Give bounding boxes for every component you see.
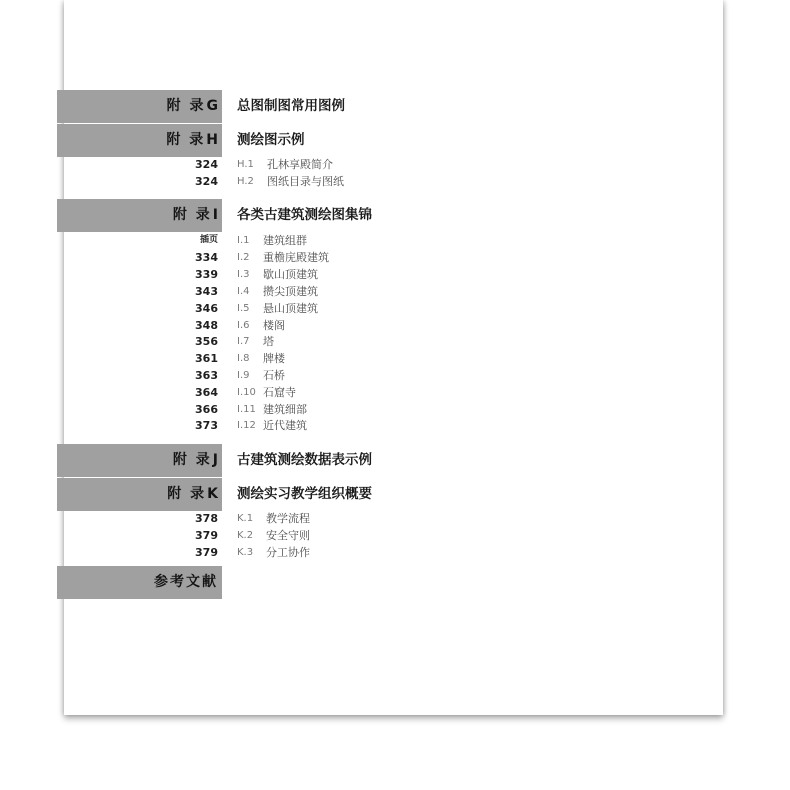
toc-entry[interactable] xyxy=(0,401,790,418)
appendix-k-title[interactable]: 测绘实习教学组织概要 xyxy=(237,486,372,502)
page-number: 366 xyxy=(195,403,218,416)
appendix-k-letter: K xyxy=(207,486,218,502)
appendix-i-letter: I xyxy=(212,207,218,223)
appendix-i-label xyxy=(173,199,218,232)
item-code: I.4 xyxy=(237,286,250,297)
toc-entry[interactable] xyxy=(0,266,790,283)
item-title: 楼阁 xyxy=(263,319,285,332)
appendix-g-label xyxy=(167,90,218,123)
item-code: I.7 xyxy=(237,336,250,347)
item-code: K.3 xyxy=(237,547,254,558)
item-title: 近代建筑 xyxy=(263,419,307,432)
appendix-h-prefix: 附 录 xyxy=(166,132,206,148)
item-title: 石桥 xyxy=(263,369,285,382)
item-code: I.5 xyxy=(237,303,250,314)
appendix-g-prefix: 附 录 xyxy=(166,98,206,114)
appendix-j-title[interactable]: 古建筑测绘数据表示例 xyxy=(237,452,372,468)
page-number: 插页 xyxy=(199,235,218,245)
item-title: 牌楼 xyxy=(263,352,285,365)
item-code: I.1 xyxy=(237,235,250,246)
appendix-h-label xyxy=(166,124,218,157)
page-number: 361 xyxy=(195,352,218,365)
appendix-i-prefix: 附 录 xyxy=(172,207,212,223)
appendix-k-band xyxy=(57,478,222,511)
appendix-h-letter: H xyxy=(206,132,218,148)
item-code: H.2 xyxy=(237,176,254,187)
page-number: 378 xyxy=(195,512,218,525)
item-title: 悬山顶建筑 xyxy=(263,302,318,315)
appendix-j-letter: J xyxy=(212,452,218,468)
page-number: 379 xyxy=(195,529,218,542)
toc-entry[interactable] xyxy=(0,283,790,300)
page-number: 343 xyxy=(195,285,218,298)
toc-entry[interactable] xyxy=(0,173,790,190)
page-number: 364 xyxy=(195,386,218,399)
item-title: 图纸目录与图纸 xyxy=(267,175,344,188)
item-title: 建筑细部 xyxy=(263,403,307,416)
toc-entry[interactable] xyxy=(0,249,790,266)
toc-entry[interactable] xyxy=(0,317,790,334)
appendix-h-band xyxy=(57,124,222,157)
item-code: I.11 xyxy=(237,404,256,415)
item-title: 攒尖顶建筑 xyxy=(263,285,318,298)
item-code: I.2 xyxy=(237,252,250,263)
item-title: 分工协作 xyxy=(266,546,310,559)
page-number: 356 xyxy=(195,335,218,348)
toc-entry[interactable] xyxy=(0,544,790,561)
item-code: K.1 xyxy=(237,513,254,524)
toc-entry[interactable] xyxy=(0,333,790,350)
item-title: 安全守则 xyxy=(266,529,310,542)
page-number: 379 xyxy=(195,546,218,559)
item-code: I.10 xyxy=(237,387,256,398)
item-code: K.2 xyxy=(237,530,254,541)
toc-entry[interactable] xyxy=(0,417,790,434)
page-number: 363 xyxy=(195,369,218,382)
page-number: 334 xyxy=(195,251,218,264)
appendix-g-letter: G xyxy=(206,98,218,114)
appendix-j-prefix: 附 录 xyxy=(172,452,212,468)
page-number: 339 xyxy=(195,268,218,281)
page-number: 373 xyxy=(195,419,218,432)
page-number: 348 xyxy=(195,319,218,332)
item-code: I.3 xyxy=(237,269,250,280)
item-code: H.1 xyxy=(237,159,254,170)
item-code: I.8 xyxy=(237,353,250,364)
appendix-g-title[interactable]: 总图制图常用图例 xyxy=(237,98,345,114)
item-title: 石窟寺 xyxy=(263,386,296,399)
toc-entry[interactable] xyxy=(0,367,790,384)
toc-entry[interactable] xyxy=(0,384,790,401)
toc-entry[interactable] xyxy=(0,527,790,544)
item-title: 教学流程 xyxy=(266,512,310,525)
references-band[interactable] xyxy=(57,566,222,599)
item-title: 孔林享殿简介 xyxy=(267,158,333,171)
toc-entry[interactable] xyxy=(0,232,790,249)
toc-entry[interactable] xyxy=(0,350,790,367)
item-code: I.6 xyxy=(237,320,250,331)
appendix-i-title[interactable]: 各类古建筑测绘图集锦 xyxy=(237,207,372,223)
toc-entry[interactable] xyxy=(0,510,790,527)
item-code: I.12 xyxy=(237,420,256,431)
toc-entry[interactable] xyxy=(0,156,790,173)
appendix-j-band xyxy=(57,444,222,477)
appendix-k-prefix: 附 录 xyxy=(167,486,207,502)
page-number: 346 xyxy=(195,302,218,315)
item-code: I.9 xyxy=(237,370,250,381)
appendix-j-label xyxy=(173,444,218,477)
toc-entry[interactable] xyxy=(0,300,790,317)
item-title: 重檐庑殿建筑 xyxy=(263,251,329,264)
appendix-i-band xyxy=(57,199,222,232)
page-number: 324 xyxy=(195,175,218,188)
item-title: 歇山顶建筑 xyxy=(263,268,318,281)
page-number: 324 xyxy=(195,158,218,171)
item-title: 建筑组群 xyxy=(263,234,307,247)
appendix-g-band xyxy=(57,90,222,123)
item-title: 塔 xyxy=(263,335,274,348)
appendix-h-title[interactable]: 测绘图示例 xyxy=(237,132,305,148)
references-label: 参考文献 xyxy=(154,574,218,590)
appendix-k-label xyxy=(167,478,218,511)
